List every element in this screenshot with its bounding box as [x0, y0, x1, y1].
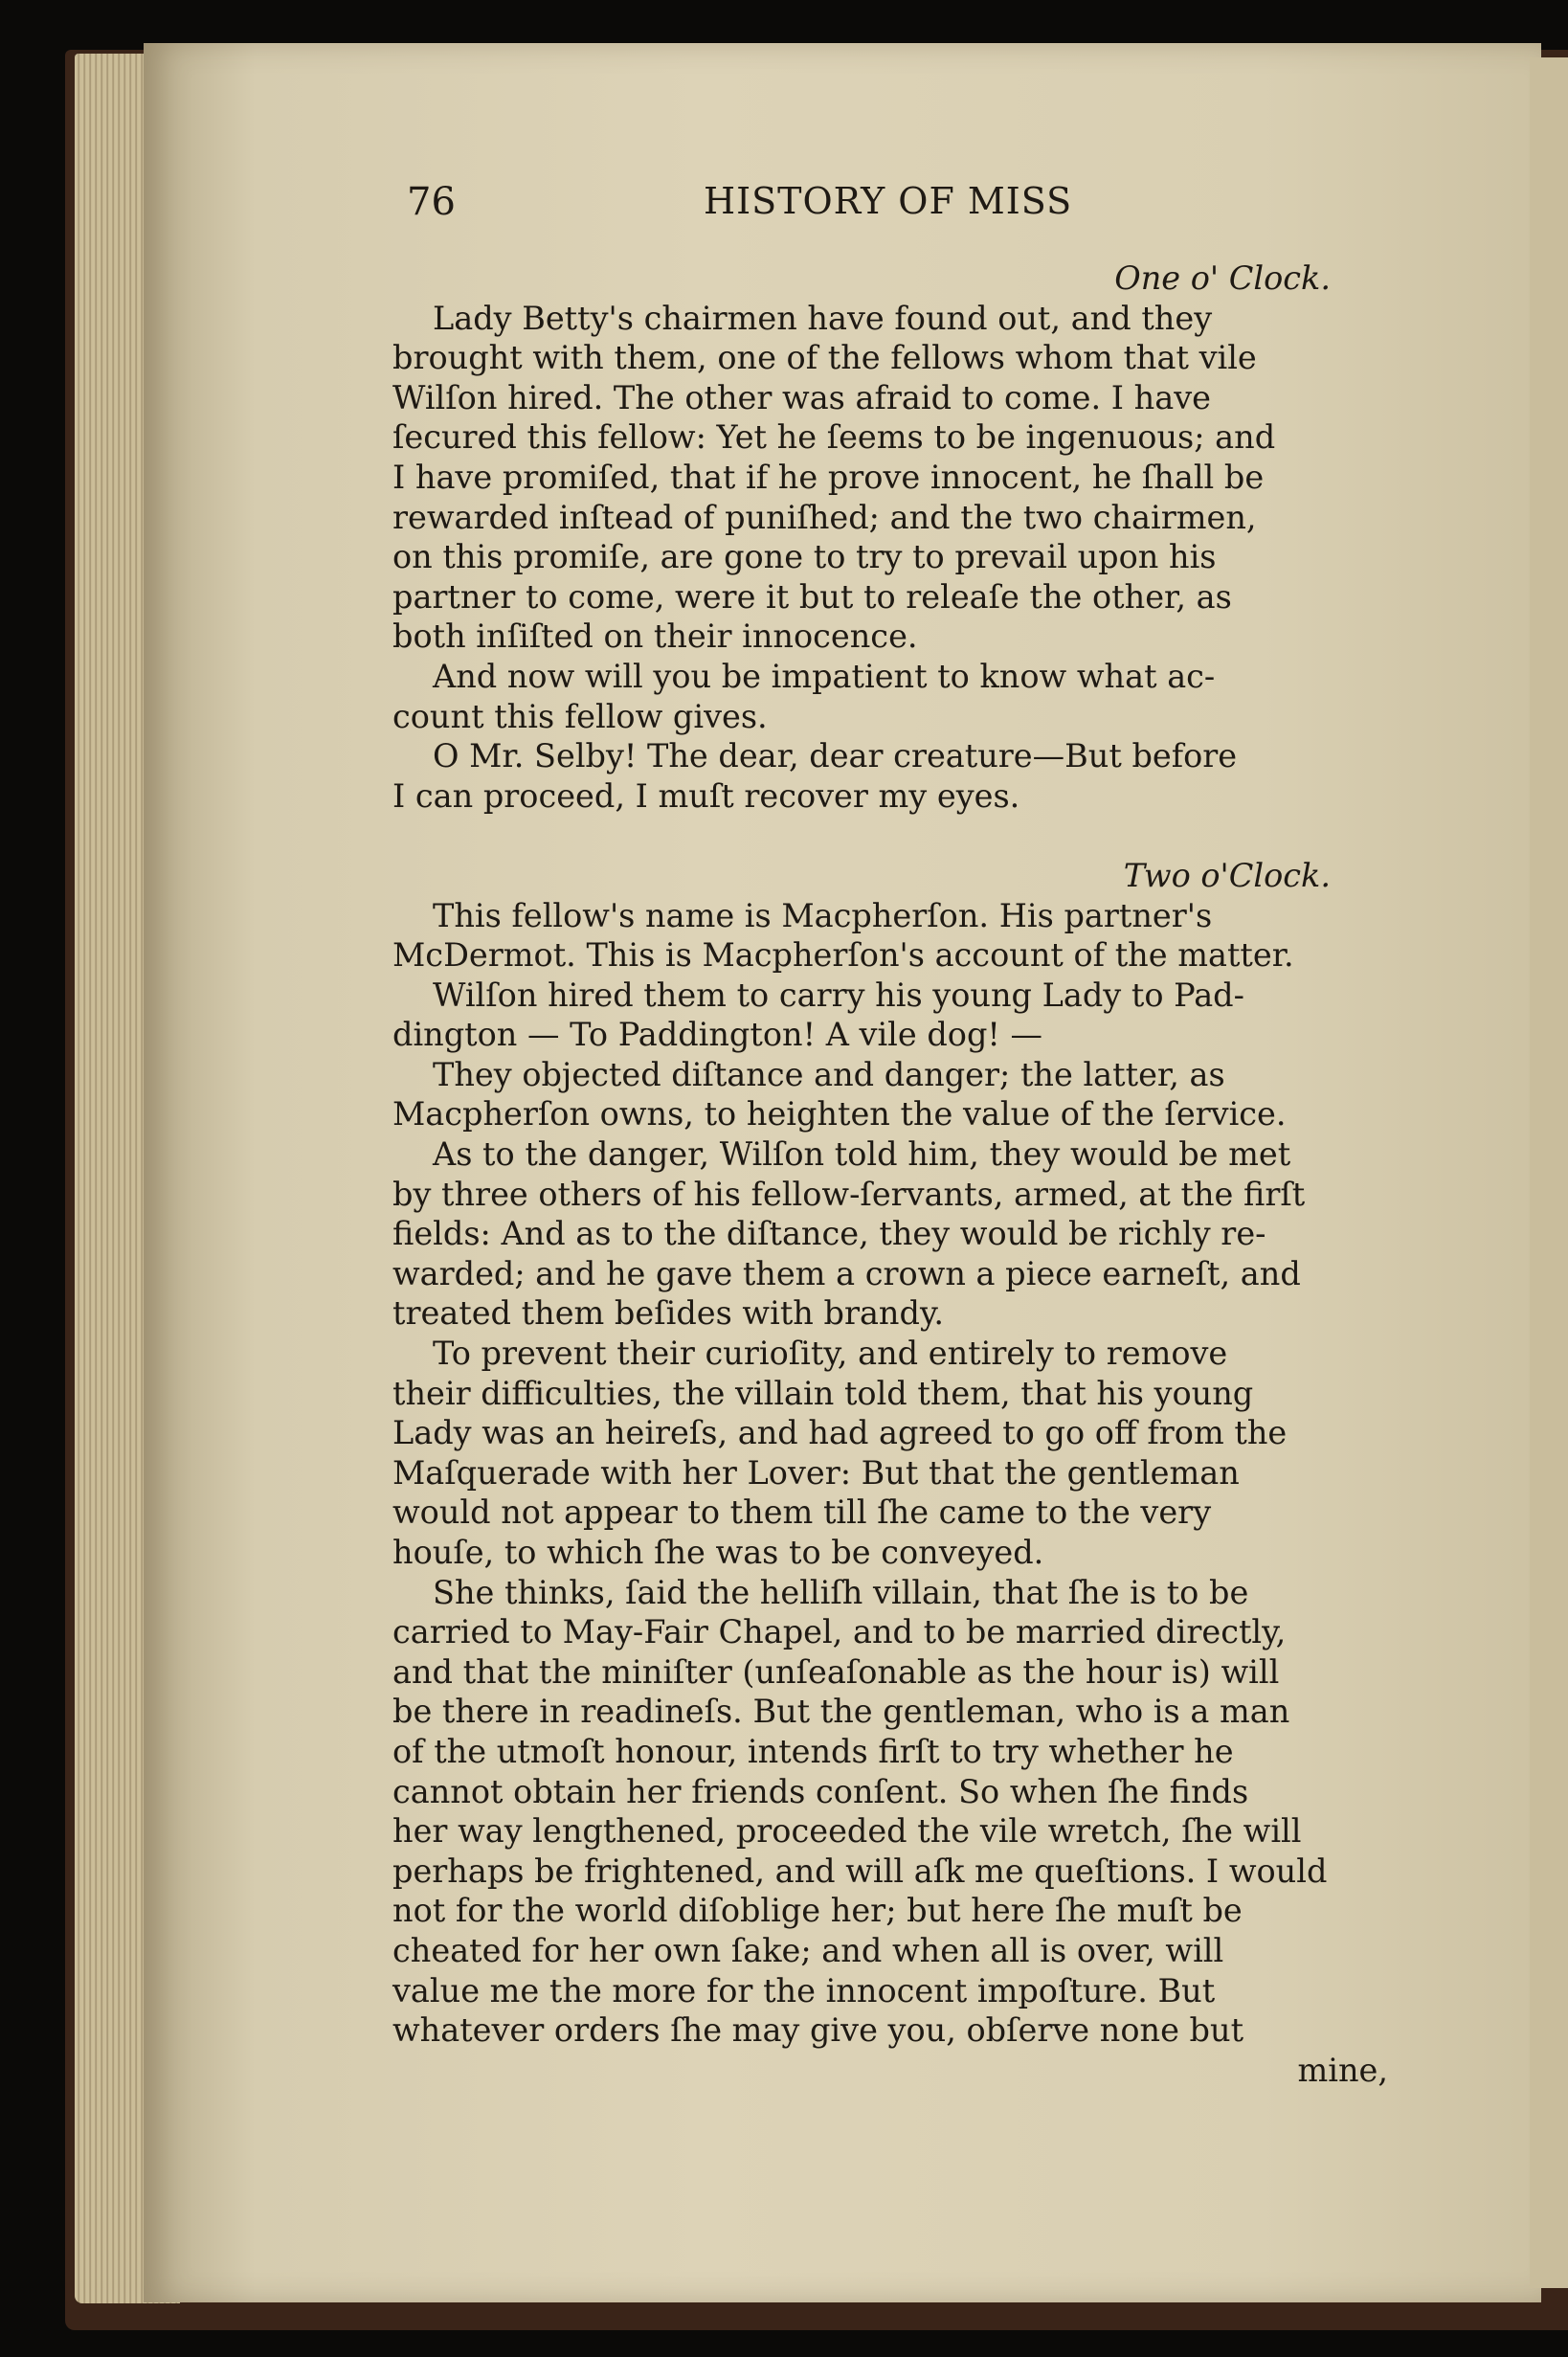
text-line: on this promiſe, are gone to try to prevail upon his	[392, 538, 1217, 576]
text-line: perhaps be frightened, and will aſk me queſtions. I would	[392, 1852, 1328, 1890]
text-line: would not appear to them till ſhe came to the very	[392, 1493, 1212, 1532]
time-heading: Two o'Clock.	[1123, 856, 1331, 894]
paragraph-start-line: To prevent their curioſity, and entirely to remove	[433, 1335, 1228, 1373]
page-number: 76	[407, 180, 456, 224]
text-line: I can proceed, I muſt recover my eyes.	[392, 776, 1020, 815]
paragraph-start-line: And now will you be impatient to know what ac-	[433, 657, 1216, 695]
text-line: carried to May-Fair Chapel, and to be married directly,	[392, 1613, 1287, 1651]
text-line: not for the world diſoblige her; but here ſhe muſt be	[392, 1892, 1243, 1930]
blank-line	[392, 816, 1388, 856]
text-line: both inſiſted on their innocence.	[392, 617, 918, 656]
paragraph-start-line: Lady Betty's chairmen have found out, and they	[433, 299, 1213, 337]
running-title: HISTORY OF MISS	[704, 180, 1073, 222]
text-line: whatever orders ſhe may give you, obſerve none but	[392, 2011, 1244, 2050]
time-heading: One o' Clock.	[1114, 259, 1331, 297]
text-line: fields: And as to the diſtance, they would be richly re-	[392, 1215, 1266, 1253]
text-line: I have promiſed, that if he prove innocent, he ſhall be	[392, 458, 1265, 496]
text-line: cannot obtain her friends conſent. So when ſhe finds	[392, 1772, 1249, 1810]
text-line: of the utmoſt honour, intends firſt to try whether he	[392, 1732, 1234, 1770]
text-line: houſe, to which ſhe was to be conveyed.	[392, 1534, 1044, 1571]
paragraph-start-line: As to the danger, Wilſon told him, they would be met	[433, 1135, 1291, 1174]
catchword: mine,	[1297, 2051, 1388, 2089]
paragraph-start-line: O Mr. Selby! The dear, dear creature—But before	[433, 737, 1238, 775]
text-line: by three others of his fellow-ſervants, armed, at the firſt	[392, 1175, 1306, 1213]
text-line: rewarded inſtead of puniſhed; and the two chairmen,	[392, 498, 1257, 536]
paragraph-start-line: Wilſon hired them to carry his young Lady to Pad-	[433, 976, 1244, 1014]
paragraph-start-line: They objected diſtance and danger; the latter, as	[433, 1055, 1225, 1093]
text-line: McDermot. This is Macpherſon's account of the matter.	[392, 936, 1294, 975]
text-line: partner to come, were it but to releaſe the other, as	[392, 577, 1232, 616]
body-text	[392, 258, 1388, 2090]
text-line: brought with them, one of the fellows whom that vile	[392, 339, 1257, 377]
text-line: warded; and he gave them a crown a piece earneſt, and	[392, 1254, 1301, 1292]
text-line: and that the miniſter (unſeaſonable as the hour is) will	[392, 1652, 1280, 1691]
facing-page-edge	[1530, 57, 1568, 2288]
text-line: count this fellow gives.	[392, 697, 768, 735]
paragraph-start-line: She thinks, ſaid the helliſh villain, that ſhe is to be	[433, 1573, 1249, 1611]
running-head	[407, 180, 1460, 237]
text-line: cheated for her own ſake; and when all is over, will	[392, 1931, 1224, 1969]
text-line: Wilſon hired. The other was afraid to come. I have	[392, 378, 1211, 416]
text-line: Macpherſon owns, to heighten the value of the ſervice.	[392, 1095, 1287, 1134]
paragraph-start-line: This fellow's name is Macpherſon. His partner's	[433, 896, 1213, 934]
text-line: ſecured this fellow: Yet he ſeems to be ingenuous; and	[392, 418, 1276, 457]
text-line: value me the more for the innocent impoſture. But	[392, 1971, 1216, 2009]
text-line: treated them beſides with brandy.	[392, 1294, 945, 1333]
text-line: dington — To Paddington! A vile dog! —	[392, 1016, 1043, 1054]
text-line: their difficulties, the villain told them, that his young	[392, 1374, 1254, 1412]
text-line: her way lengthened, proceeded the vile wretch, ſhe will	[392, 1812, 1302, 1851]
text-line: be there in readineſs. But the gentleman, who is a man	[392, 1693, 1290, 1731]
text-line: Lady was an heireſs, and had agreed to go off from the	[392, 1414, 1288, 1452]
text-line: Maſquerade with her Lover: But that the gentleman	[392, 1453, 1240, 1492]
